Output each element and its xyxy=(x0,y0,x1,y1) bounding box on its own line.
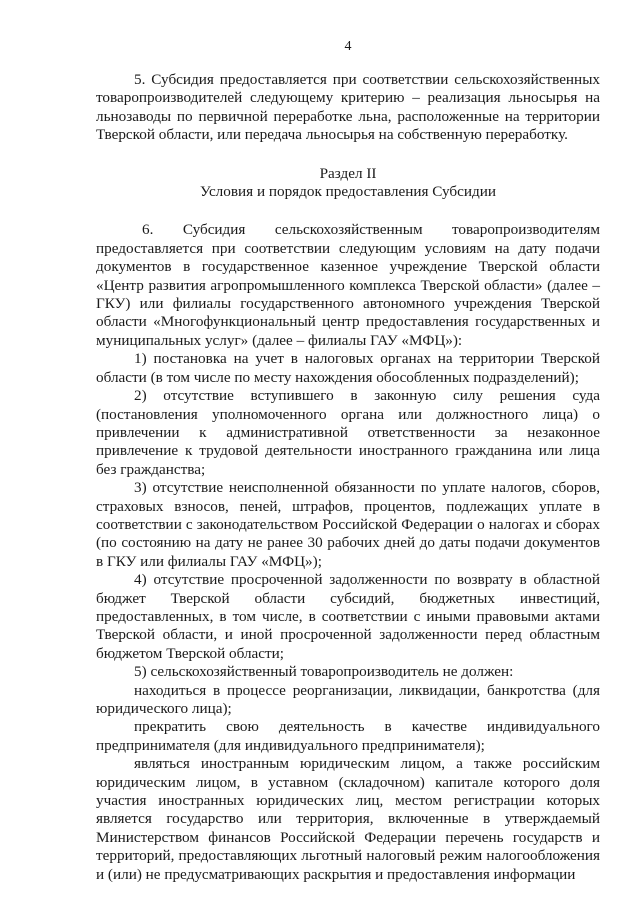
condition-4: 4) отсутствие просроченной задолженности по возврату в областной бюджет Тверской области субсидий, бюджетных инвестиций, предоставленных, в том числе, в соответствии с иными правовыми актами Тверской области, и иной просроченной задолженности перед областным бюджетом Тверской области; xyxy=(96,571,600,662)
condition-5-reorganization: находиться в процессе реорганизации, ликвидации, банкротства (для юридического лица); xyxy=(96,681,600,717)
section-heading xyxy=(96,165,600,202)
condition-5: 5) сельскохозяйственный товаропроизводитель не должен: xyxy=(134,663,514,681)
section-title: Раздел II xyxy=(319,164,377,182)
condition-5-cease-activity: прекратить свою деятельность в качестве индивидуального предпринимателя (для индивидуального предпринимателя); xyxy=(96,718,600,754)
paragraph-6: 6. Субсидия сельскохозяйственным товаропроизводителям предоставляется при соответствии следующим условиям на дату подачи документов в государственное казенное учреждение Тверской области «Центр развития агропромышленного комплекса Тверской области» (далее – ГКУ) или филиалы государственного автономного учреждения Тверской области «Многофункциональный центр предоставления государственных и муниципальных услуг» (далее – филиалы ГАУ «МФЦ»): xyxy=(96,221,600,349)
paragraph-5: 5. Субсидия предоставляется при соответствии сельскохозяйственных товаропроизводителей следующему критерию – реализация льносырья на льнозаводы по первичной переработке льна, расположенные на территории Тверской области, или передача льносырья на собственную переработку. xyxy=(96,71,600,144)
condition-3: 3) отсутствие неисполненной обязанности по уплате налогов, сборов, страховых взносов, пеней, штрафов, процентов, подлежащих уплате в соответствии с законодательством Российской Федерации о налогах и сборах (по состоянию на дату не ранее 30 рабочих дней до даты подачи документов в ГКУ или филиалы ГАУ «МФЦ»); xyxy=(96,479,600,570)
section-subtitle: Условия и порядок предоставления Субсидии xyxy=(200,183,496,201)
page-number: 4 xyxy=(344,39,352,54)
condition-5-foreign-entity: являться иностранным юридическим лицом, а также российским юридическим лицом, в уставном (складочном) капитале которого доля участия иностранных юридических лиц, местом регистрации которых является государство или территория, включенные в утверждаемый Министерством финансов Российской Федерации перечень государств и территорий, предоставляющих льготный налоговый режим налогообложения и (или) не предусматривающих раскрытия и предоставления информации xyxy=(96,755,600,883)
condition-1: 1) постановка на учет в налоговых органах на территории Тверской области (в том числе по месту нахождения обособленных подразделений); xyxy=(96,350,600,386)
condition-2: 2) отсутствие вступившего в законную силу решения суда (постановления уполномоченного органа или должностного лица) о привлечении к административной ответственности за незаконное привлечение к трудовой деятельности иностранного гражданина или лица без гражданства; xyxy=(96,387,600,478)
